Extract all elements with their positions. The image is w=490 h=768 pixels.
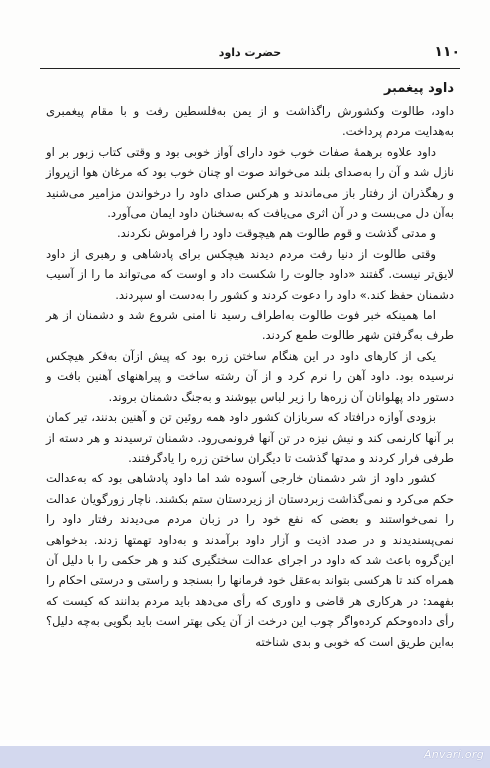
watermark: Anvari.org — [423, 748, 484, 761]
paragraph: داود، طالوت وکشورش راگذاشت و از یمن به‌فلسطین رفت و با مقام پیغمبری به‌هدایت مردم پرداخت. — [46, 104, 454, 139]
paragraph: وقتی طالوت از دنیا رفت مردم دیدند هیچکس برای پادشاهی و رهبری از داود لایق‌تر نیست. گفتند «داود جالوت را شکست داد و اوست که می‌تواند ما را از آسیب دشمنان حفظ کند.» داود را دعوت کردند و کشور را به‌دست او سپردند. — [46, 246, 454, 302]
section-heading: داود پیغمبر — [383, 81, 454, 96]
footer-band — [0, 746, 490, 768]
paragraph: کشور داود از شر دشمنان خارجی آسوده شد اما داود پادشاهی بود که به‌عدالت حکم می‌کرد و نمی‌گذاشت زبردستان از زیردستان ستم بکشند. ناچار زورگویان عدالت را نمی‌خواستند و بعضی که نفع خود را در زبان مردم می‌دیدند رفتار داود را نمی‌پسندیدند و در صدد اذیت و آزار داود برآمدند و به‌داود تهمتها زدند. بدخواهی این‌گروه باعث شد که داود در اجرای عدالت سختگیری کند و هر حکمی را با دلیل آن همراه کند تا هرکسی بتواند به‌عقل خود فرمانها را بسنجد و راستی و درستی احکام را بفهمد: در هرکاری هر قاضی و داوری که رأی می‌دهد باید مردم بدانند که کیست که رأی داده‌وحکم کرده‌واگر چوب این درخت از آن یکی بهتر است باید بگویی به‌چه دلیل؟ به‌این طریق است که خوبی و بدی شناخته — [46, 471, 454, 649]
running-title: حضرت داود — [218, 46, 282, 59]
page-number: ۱۱۰ — [434, 44, 460, 60]
paragraph: داود علاوه برهمهٔ صفات خوب خود دارای آواز خوبی بود و وقتی کتاب زبور بر او نازل شد و آن را به‌صدای بلند می‌خواند صوت او چنان خوب بود که مرغان هوا ازپرواز و رهگذران از رفتار باز می‌ماندند و هرکس صدای داود را درخواندن مزامیر می‌شنید به‌آن دل می‌بست و در آن اثری می‌یافت که به‌سخنان داود ایمان می‌آورد. — [46, 144, 454, 221]
paragraph: بزودی آوازه درافتاد که سربازان کشور داود همه روئین تن و آهنین بدنند، تیر کمان بر آنها کارنمی کند و نیش نیزه در تن آنها فرونمی‌رود. دشمنان ترسیدند و هر دسته از طرفی فرار کردند و مدتها گذشت تا دیگران ساختن زره را یادگرفتند. — [46, 410, 454, 465]
paragraph: یکی از کارهای داود در این هنگام ساختن زره بود که پیش ازآن به‌فکر هیچکس نرسیده بود. داود آهن را نرم کرد و از آن رشته ساخت و پیراهنهای آهنین بافت و دستور داد پهلوانان آن زره‌ها را زیر لباس بپوشند و به‌جنگ دشمنان بروند. — [46, 348, 454, 404]
header-rule — [40, 68, 460, 69]
paragraph: اما همینکه خبر فوت طالوت به‌اطراف رسید نا امنی شروع شد و دشمنان از هر طرف به‌گرفتن شهر طالوت طمع کردند. — [46, 308, 454, 343]
body-text — [46, 78, 454, 652]
running-head — [40, 44, 460, 68]
paragraph: و مدتی گذشت و قوم طالوت هم هیچوقت داود را فراموش نکردند. — [116, 226, 436, 241]
